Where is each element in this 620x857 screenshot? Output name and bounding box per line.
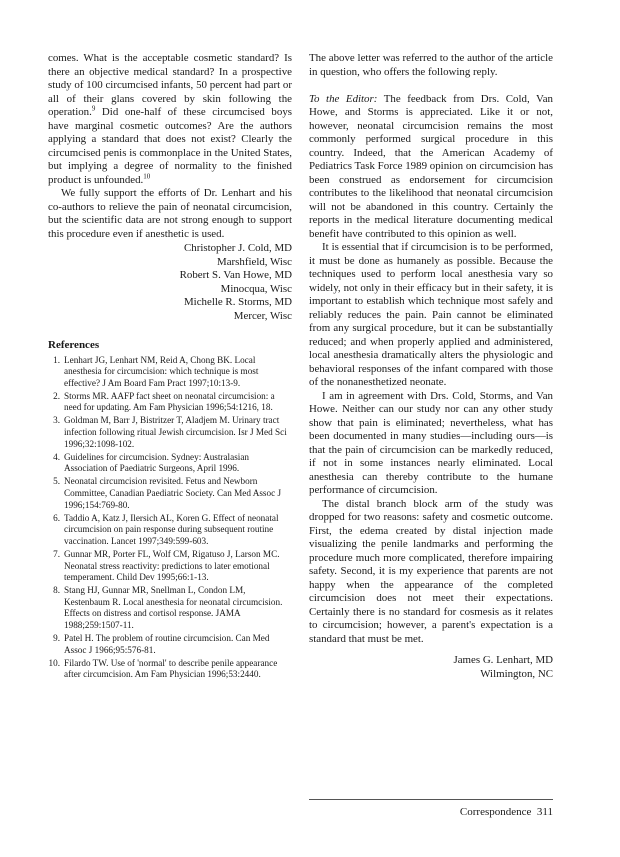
reference-number: 9. xyxy=(53,633,60,644)
reference-text: Guidelines for circumcision. Sydney: Australasian Association of Paediatric Surgeons, April 1996. xyxy=(64,451,249,474)
reference-text: Storms MR. AAFP fact sheet on neonatal circumcision: a need for updating. Am Fam Physician 1996;54:1216, 18. xyxy=(64,390,275,413)
letter-paragraph: We fully support the efforts of Dr. Lenhart and his co-authors to relieve the pain of neonatal circumcision, but the scientific data are not strong enough to support this procedure even if anesthetic is used. xyxy=(48,187,292,240)
citation-superscript: 9 xyxy=(91,104,96,113)
signature-name: Robert S. Van Howe, MD xyxy=(179,269,292,281)
reference-item xyxy=(48,513,292,548)
reference-text: Patel H. The problem of routine circumcision. Can Med Assoc J 1966;95:576-81. xyxy=(64,633,270,655)
reference-number: 10. xyxy=(48,657,60,668)
signature-location: Marshfield, Wisc xyxy=(217,255,292,268)
citation-superscript: 10 xyxy=(143,171,151,180)
signature-location: Minocqua, Wisc xyxy=(220,282,292,295)
page-footer xyxy=(309,806,553,818)
reply-paragraph: The distal branch block arm of the study was dropped for two reasons: safety and cosmetic outcome. First, the edema created by distal injection made visualizing the penile landmarks and performing the procedure much more complicated, therefore impairing safety. Second, it is my experience that parents are not happy when the appearance of the completed circumcision does not meet their expectations. Certainly there is no standard for cosmesis as it relates to circumcision; however, a parent's expectation is a standard that must be met. xyxy=(309,497,553,645)
reference-number: 5. xyxy=(53,476,60,487)
reply-paragraph: It is essential that if circumcision is to be performed, it must be done as humanely as possible. Because the techniques used to perform local anesthesia vary so widely, not only in their efficacy but in their safety, it is important to establish which technique most safely and reliably reduces the pain. Pain cannot be eliminated from any surgical procedure, but it can be substantially reduced; and when properly applied and administered, local anesthesia dramatically alters the physiologic and behavioral responses of the infant compared with those of the nonanesthetized neonate. xyxy=(309,241,553,388)
reference-item xyxy=(48,476,292,511)
reference-number: 1. xyxy=(53,354,60,365)
reference-item xyxy=(48,585,292,631)
reference-number: 6. xyxy=(53,512,60,523)
signature-name: James G. Lenhart, MD xyxy=(453,654,553,666)
editor-note: The above letter was referred to the author of the article in question, who offers the following reply. xyxy=(309,52,553,78)
references-heading: References xyxy=(48,339,100,351)
signature-location: Mercer, Wisc xyxy=(233,309,292,322)
signature-location: Wilmington, NC xyxy=(480,667,553,680)
reference-text: Stang HJ, Gunnar MR, Snellman L, Condon LM, Kestenbaum R. Local anesthesia for neonatal circumcision. Effects on distress and cortisol response. JAMA 1988;259:1507-11. xyxy=(64,585,283,631)
reply-paragraph: I am in agreement with Drs. Cold, Storms, and Van Howe. Neither can our study nor can any other study show that pain is eliminated; nevertheless, what has been documented in many studies—including ours—is that the pain of circumcision can be markedly reduced, if not in some instances nearly eliminated. Local anesthesia can thereby contribute to the humane performance of circumcision. xyxy=(309,389,553,496)
reference-text: Goldman M, Barr J, Bistritzer T, Aladjem M. Urinary tract infection following ritual Jewish circumcision. Isr J Med Sci 1996;32:1098-102. xyxy=(64,415,287,449)
salutation: To the Editor: xyxy=(309,92,378,105)
reference-number: 4. xyxy=(53,451,60,462)
letter-paragraph-continued xyxy=(48,52,292,187)
reference-text: Taddio A, Katz J, Ilersich AL, Koren G. Effect of neonatal circumcision on pain response during subsequent routine vaccination. Lancet 1997;349:599-603. xyxy=(64,512,279,546)
references-list xyxy=(48,355,292,682)
reference-number: 7. xyxy=(53,549,60,559)
reference-number: 8. xyxy=(53,585,60,596)
reference-item xyxy=(48,549,292,584)
reference-item xyxy=(48,355,292,390)
text-run: The feedback from Drs. Cold, Van Howe, and Storms is appreciated. Like it or not, however, neonatal circumcision remains the most commonly performed surgical procedure in this country. Indeed, that the American Academy of Pediatrics Task Force 1989 opinion on circumcision has been construed as endorsement for circumcision contributes to the likelihood that neonatal circumcision will not be abandoned in this country. Certainly the reports in the medical literature documenting medical benefit have contributed to this opinion as well. xyxy=(309,92,553,240)
reference-number: 3. xyxy=(53,415,60,426)
left-column xyxy=(48,52,292,683)
reference-item xyxy=(48,452,292,475)
page-number: 311 xyxy=(536,806,553,818)
text-run: Did one-half of these circumcised boys have marginal cosmetic outcomes? Are the authors applying a standard that does not exist? Clearly the circumcised penis is commonplace in the United States, but implying a degree of normality to the finished product is unfounded. xyxy=(48,106,292,186)
text-run: comes. What is the acceptable cosmetic standard? Is there an objective medical standard? In a prospective study of 100 circumcised infants, 50 percent had part or all of their glans covered by skin following the operation. xyxy=(48,52,292,118)
footer-rule xyxy=(309,799,553,800)
signature-name: Christopher J. Cold, MD xyxy=(183,242,292,254)
letter-signatures xyxy=(48,242,292,323)
reference-item xyxy=(48,391,292,414)
right-column xyxy=(309,52,553,681)
spacer xyxy=(309,79,553,93)
reference-item xyxy=(48,415,292,450)
signature-name: Michelle R. Storms, MD xyxy=(184,296,292,308)
reference-item xyxy=(48,633,292,656)
reference-text: Gunnar MR, Porter FL, Wolf CM, Rigatuso J, Larson MC. Neonatal stress reactivity: predictions to later emotional temperament. Child Dev 1995;66:1-13. xyxy=(64,549,280,583)
reference-number: 2. xyxy=(53,390,60,401)
reply-signature xyxy=(309,654,553,681)
reference-text: Lenhart JG, Lenhart NM, Reid A, Chong BK. Local anesthesia for circumcision: which technique is most effective? J Am Board Fam Pract 1997;10:13-9. xyxy=(64,354,259,388)
reference-item xyxy=(48,658,292,681)
reference-text: Neonatal circumcision revisited. Fetus and Newborn Committee, Canadian Paediatric Society. Can Med Assoc J 1996;154:769-80. xyxy=(64,476,282,510)
reply-paragraph xyxy=(309,93,553,242)
footer-section: Correspondence xyxy=(459,806,532,818)
reference-text: Filardo TW. Use of 'normal' to describe penile appearance after circumcision. Am Fam Physician 1996;53:2440. xyxy=(64,657,278,680)
